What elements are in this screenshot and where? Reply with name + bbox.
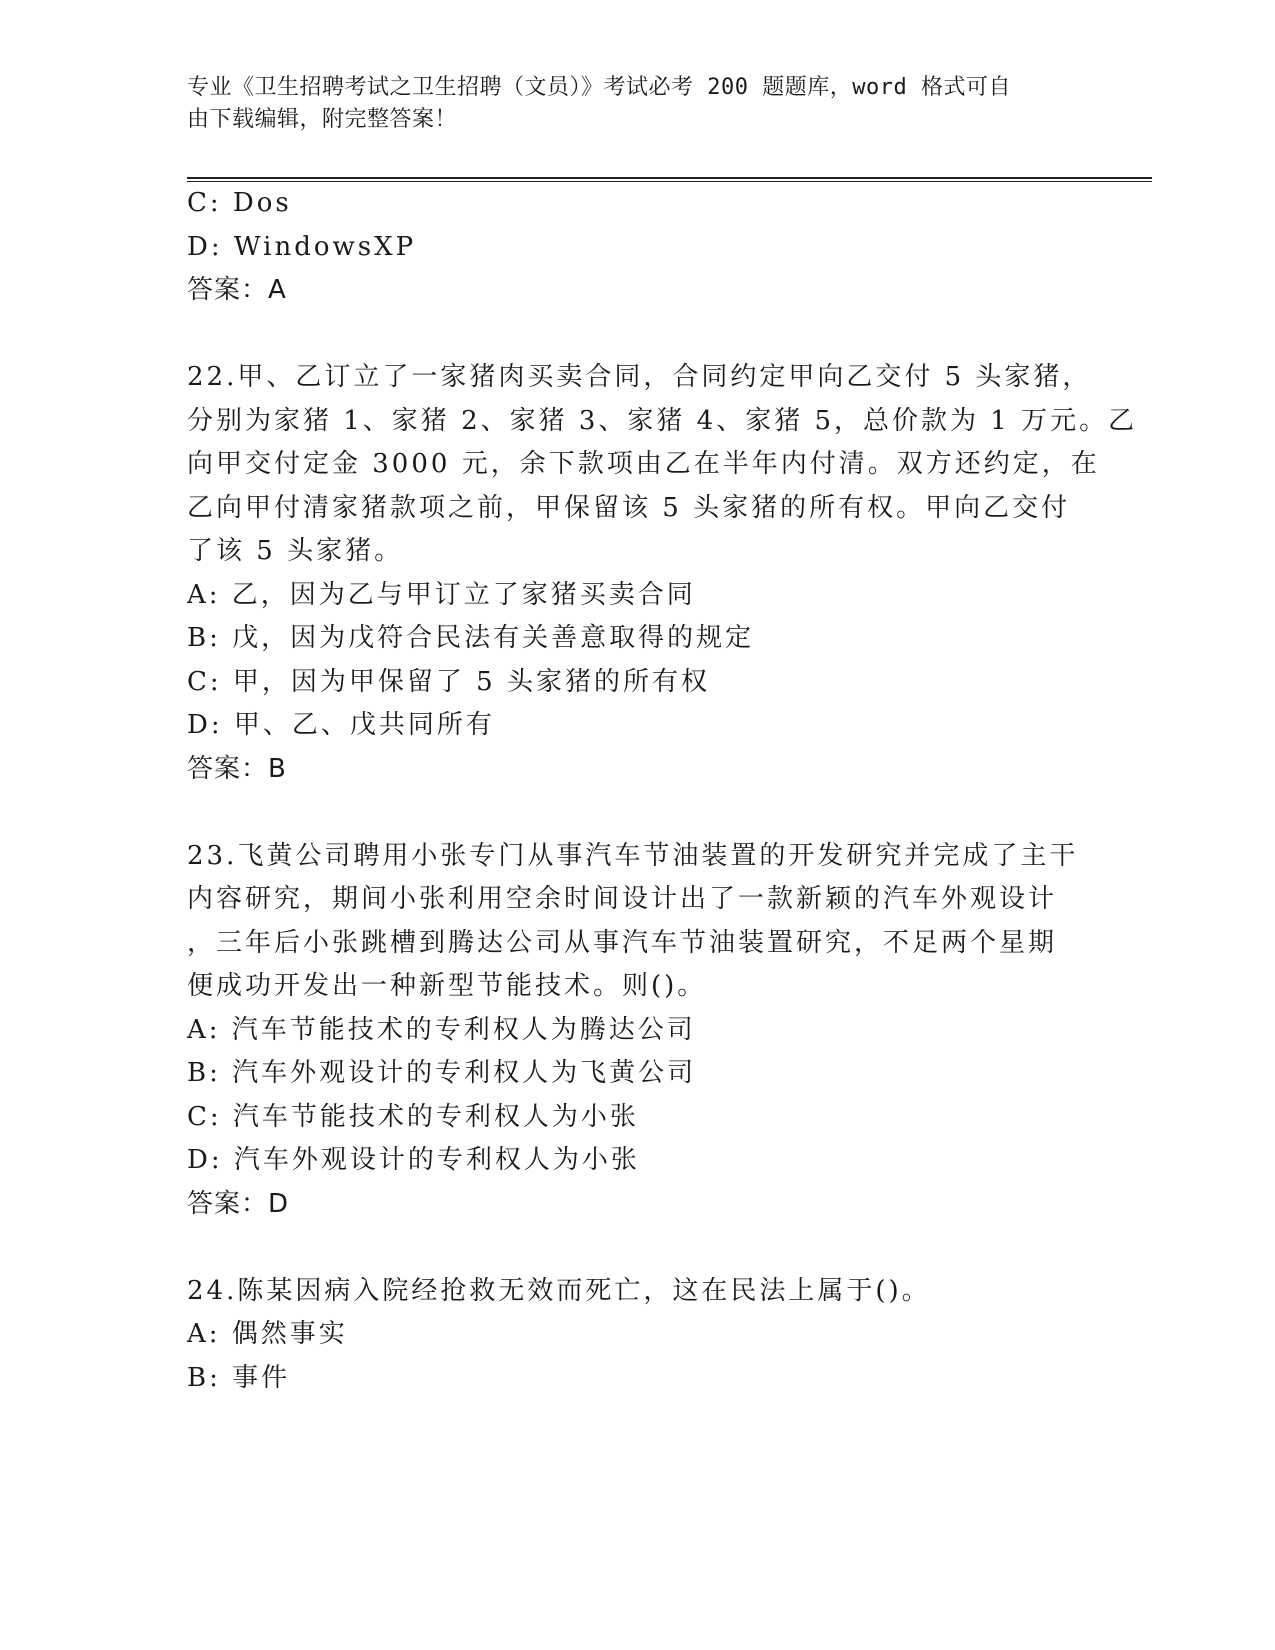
q22-text-line: 向甲交付定金 3000 元，余下款项由乙在半年内付清。双方还约定，在	[187, 449, 1100, 479]
q24-text-line: 24.陈某因病入院经抢救无效而死亡，这在民法上属于()。	[187, 1276, 931, 1306]
q21-answer: 答案：A	[187, 275, 287, 305]
q22-option-d: D: 甲、乙、戊共同所有	[187, 710, 495, 740]
header-line-1: 专业《卫生招聘考试之卫生招聘（文员）》考试必考 200 题题库，word 格式可自	[187, 75, 1011, 100]
q21-option-d: D: WindowsXP	[187, 232, 417, 262]
q23-text-line: 内容研究，期间小张利用空余时间设计出了一款新颖的汽车外观设计	[187, 884, 1058, 914]
q23-text-line: 23.飞黄公司聘用小张专门从事汽车节油装置的开发研究并完成了主干	[187, 841, 1079, 871]
q23-option-a: A: 汽车节能技术的专利权人为腾达公司	[187, 1015, 696, 1045]
q22-text-line: 分别为家猪 1、家猪 2、家猪 3、家猪 4、家猪 5，总价款为 1 万元。乙	[187, 406, 1138, 436]
q23-option-d: D: 汽车外观设计的专利权人为小张	[187, 1145, 640, 1175]
q24-option-a: A: 偶然事实	[187, 1319, 348, 1349]
q22-option-b: B: 戊，因为戊符合民法有关善意取得的规定	[187, 623, 755, 653]
q23-option-b: B: 汽车外观设计的专利权人为飞黄公司	[187, 1058, 697, 1088]
header-line-2: 由下载编辑，附完整答案！	[187, 107, 458, 132]
q21-option-c: C: Dos	[187, 188, 292, 218]
q22-text-line: 22.甲、乙订立了一家猪肉买卖合同，合同约定甲向乙交付 5 头家猪，	[187, 362, 1092, 392]
q22-option-c: C: 甲，因为甲保留了 5 头家猪的所有权	[187, 667, 710, 697]
q22-text-line: 乙向甲付清家猪款项之前，甲保留该 5 头家猪的所有权。甲向乙交付	[187, 493, 1071, 523]
document-header	[187, 72, 1067, 136]
q23-option-c: C: 汽车节能技术的专利权人为小张	[187, 1102, 639, 1132]
q22-option-a: A: 乙，因为乙与甲订立了家猪买卖合同	[187, 580, 696, 610]
q23-text-line: ，三年后小张跳槽到腾达公司从事汽车节油装置研究，不足两个星期	[187, 928, 1058, 958]
q23-answer: 答案：D	[187, 1189, 290, 1219]
q23-text-line: 便成功开发出一种新型节能技术。则()。	[187, 971, 707, 1001]
q22-text-line: 了该 5 头家猪。	[187, 536, 404, 566]
q24-option-b: B: 事件	[187, 1363, 291, 1393]
q22-answer: 答案：B	[187, 754, 287, 784]
header-divider	[187, 177, 1152, 182]
